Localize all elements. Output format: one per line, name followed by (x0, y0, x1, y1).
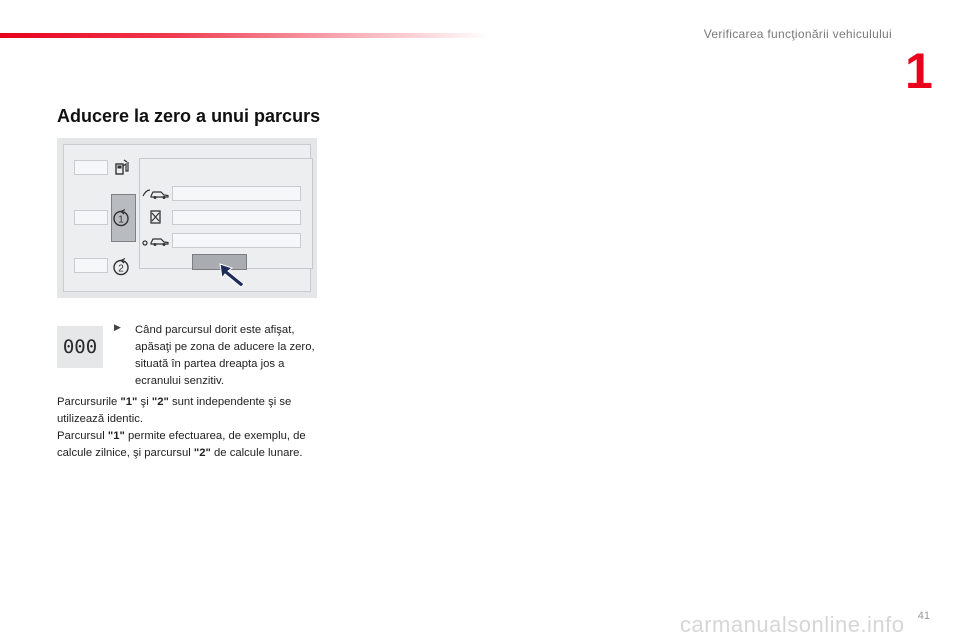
bullet-arrow-icon: ▶ (114, 323, 121, 333)
trip-display-icon (57, 326, 103, 368)
p1-trip1: "1" (120, 396, 138, 408)
p2-mid: permite efectuarea, de exemplu, de calcule zilnice, şi parcursul (57, 430, 306, 459)
trip-2-icon (110, 256, 132, 278)
p1-trip2: "2" (151, 396, 169, 408)
p1-and: şi (137, 396, 152, 408)
fuel-consumption-icon (149, 209, 163, 225)
trip-1-icon (110, 207, 132, 229)
trip-1-label: 1 (118, 214, 124, 226)
section-heading: Aducere la zero a unui parcurs (57, 106, 321, 126)
chapter-number: 1 (905, 43, 933, 99)
range-icon (142, 234, 170, 247)
instruction-text: Când parcursul dorit este afişat, apăsaţi pe zona de aducere la zero, situată în partea dreapta jos a ecranului senzitiv. (135, 324, 315, 387)
p2-trip2: "2" (193, 447, 211, 459)
p2-trip1: "1" (107, 430, 125, 442)
p2-end: de calcule lunare. (210, 447, 303, 459)
chapter-color-bar (0, 33, 490, 38)
trip-2-label: 2 (118, 263, 124, 275)
odometer-digits: 000 (62, 336, 98, 358)
pointer-arrow-icon (218, 262, 248, 288)
data-row-3 (172, 233, 301, 248)
chapter-title: Verificarea funcţionării vehiculului (703, 27, 892, 41)
page-number: 41 (917, 610, 930, 622)
p1-end: sunt independente şi se utilizează identic. (57, 396, 292, 425)
data-row-2 (172, 210, 301, 225)
watermark: carmanualsonline.info (680, 612, 905, 637)
car-distance-icon (142, 187, 170, 200)
left-slot-1 (74, 160, 108, 175)
p1-start: Parcursurile (57, 396, 121, 408)
trip-explanation (57, 394, 327, 462)
left-slot-2 (74, 210, 108, 225)
p2-start: Parcursul (57, 430, 108, 442)
left-slot-3 (74, 258, 108, 273)
fuel-pump-icon (113, 158, 131, 176)
data-row-1 (172, 186, 301, 201)
